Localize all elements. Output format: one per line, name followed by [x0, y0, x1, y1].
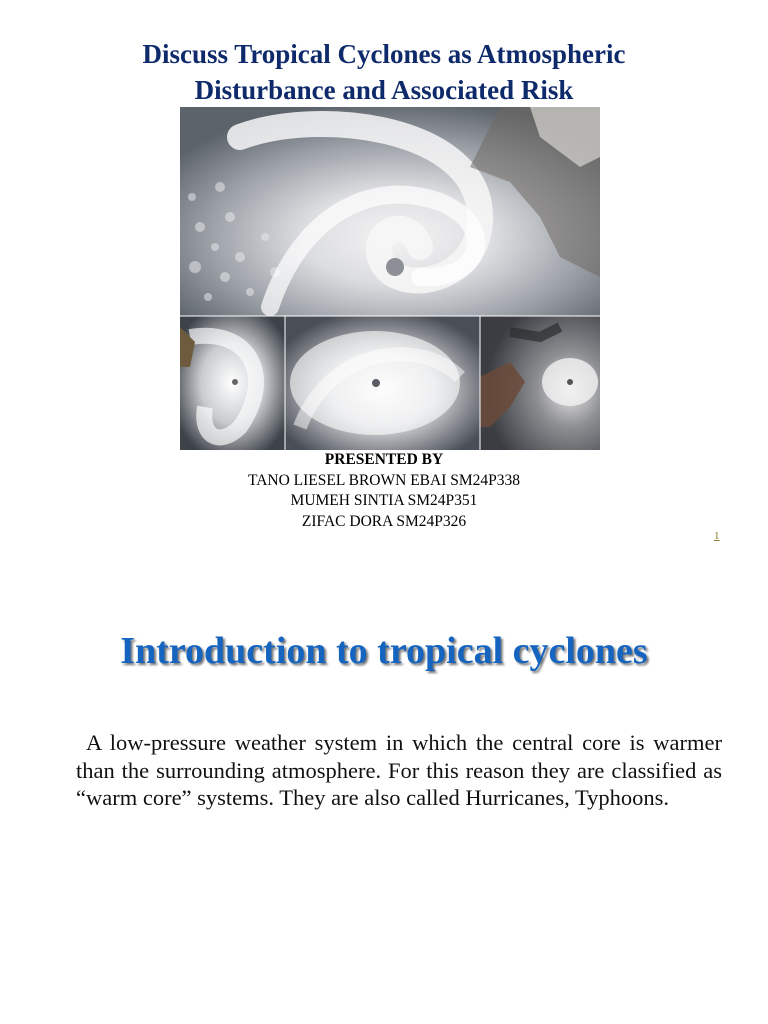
- presenters-block: [0, 450, 768, 532]
- cyclone-bottom-center-image: [285, 316, 480, 450]
- page-number: 1: [714, 530, 720, 542]
- cyclone-satellite-collage: [180, 107, 600, 450]
- presenter-1: TANO LIESEL BROWN EBAI SM24P338: [247, 471, 520, 489]
- presenter-3: ZIFAC DORA SM24P326: [301, 512, 467, 530]
- presented-by-label: PRESENTED BY: [324, 451, 444, 468]
- cyclone-top-image: [180, 107, 600, 316]
- title-line-1: Discuss Tropical Cyclones as Atmospheric: [142, 39, 626, 69]
- title-line-2: Disturbance and Associated Risk: [194, 75, 574, 105]
- cyclone-bottom-left-image: [180, 316, 285, 450]
- document-title: [0, 36, 768, 108]
- cyclone-bottom-right-image: [480, 316, 600, 450]
- presenter-2: MUMEH SINTIA SM24P351: [290, 492, 478, 509]
- intro-paragraph: A low-pressure weather system in which the central core is warmer than the surrounding atmosphere. For this reason they are classified as “warm core” systems. They are also called Hurricanes, Typhoons.: [76, 730, 722, 810]
- section-heading: Introduction to tropical cyclones: [120, 630, 648, 672]
